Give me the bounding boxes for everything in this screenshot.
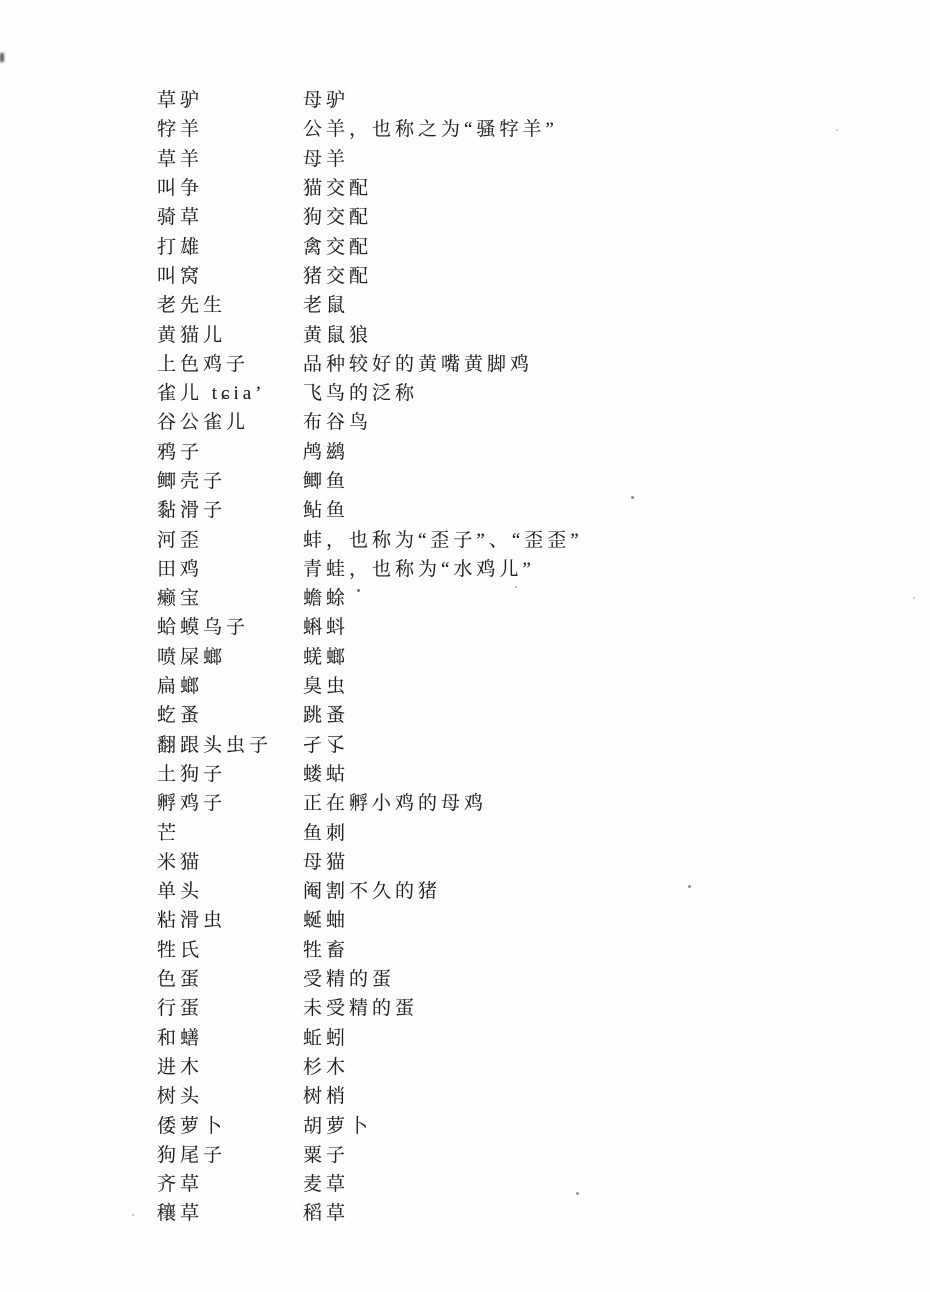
glossary-row <box>157 641 583 670</box>
dialect-term: 行蛋 <box>157 998 204 1020</box>
glossary-row <box>157 348 583 377</box>
glossary-row <box>157 729 583 758</box>
dialect-term: 倭萝卜 <box>157 1115 227 1137</box>
glossary-row <box>157 260 583 289</box>
dialect-term: 齐草 <box>157 1174 204 1196</box>
scan-speck <box>631 496 634 499</box>
term-meaning: 阉割不久的猪 <box>303 881 442 903</box>
dialect-term: 草驴 <box>157 90 204 112</box>
glossary-row <box>157 201 583 230</box>
term-meaning: 黄鼠狼 <box>303 324 373 346</box>
dialect-term: 草羊 <box>157 148 204 170</box>
dialect-term: 芒 <box>157 822 181 844</box>
term-meaning: 狗交配 <box>303 207 373 229</box>
glossary-row <box>157 465 583 494</box>
term-meaning: 正在孵小鸡的母鸡 <box>303 793 488 815</box>
term-meaning: 臭虫 <box>303 676 350 698</box>
glossary-row <box>157 143 583 172</box>
dialect-term: 进木 <box>157 1056 204 1078</box>
term-meaning: 蚌，也称为“歪子”、“歪歪” <box>303 529 583 551</box>
dialect-term: 黏滑子 <box>157 500 227 522</box>
dialect-term: 田鸡 <box>157 558 204 580</box>
dialect-term: 狗尾子 <box>157 1144 227 1166</box>
term-meaning: 母羊 <box>303 148 350 170</box>
dialect-term: 和蟮 <box>157 1027 204 1049</box>
term-meaning: 受精的蛋 <box>303 969 396 991</box>
term-meaning: 鲫鱼 <box>303 471 350 492</box>
term-meaning: 青蛙，也称为“水鸡儿” <box>303 558 535 580</box>
term-meaning: 母猫 <box>303 851 350 873</box>
glossary-row <box>157 670 583 699</box>
glossary-list <box>157 84 583 1227</box>
glossary-row <box>157 1168 583 1197</box>
glossary-row <box>157 172 583 201</box>
dialect-term: 虼蚤 <box>157 705 204 727</box>
dialect-term: 叫窝 <box>157 265 204 287</box>
dialect-term: 鲫壳子 <box>157 471 227 492</box>
term-meaning: 鸬鹚 <box>303 441 350 463</box>
term-meaning: 蚯蚓 <box>303 1027 350 1049</box>
term-meaning: 粟子 <box>303 1144 350 1166</box>
dialect-term: 翻跟头虫子 <box>157 734 273 756</box>
dialect-term: 鸦子 <box>157 441 204 463</box>
dialect-term: 河歪 <box>157 529 204 551</box>
term-meaning: 老鼠 <box>303 295 350 317</box>
dialect-term: 蛤蟆乌子 <box>157 617 250 639</box>
glossary-row <box>157 611 583 640</box>
scan-edge-smudge <box>0 53 4 62</box>
glossary-row <box>157 992 583 1021</box>
term-meaning: 蝼蛄 <box>303 763 350 785</box>
glossary-row <box>157 934 583 963</box>
term-meaning: 母驴 <box>303 90 350 112</box>
glossary-row <box>157 377 583 406</box>
glossary-row <box>157 1080 583 1109</box>
glossary-row <box>157 494 583 523</box>
term-meaning: 蜣螂 <box>303 646 350 668</box>
scan-speck <box>913 597 915 599</box>
dialect-term: 穰草 <box>157 1203 204 1225</box>
term-meaning: 未受精的蛋 <box>303 998 419 1020</box>
dialect-term: 扁螂 <box>157 676 204 698</box>
term-meaning: 布谷鸟 <box>303 412 373 434</box>
dialect-term: 孵鸡子 <box>157 793 227 815</box>
glossary-row <box>157 875 583 904</box>
glossary-row <box>157 1139 583 1168</box>
glossary-row <box>157 758 583 787</box>
glossary-row <box>157 904 583 933</box>
dialect-term: 粘滑虫 <box>157 910 227 932</box>
dialect-term: 米猫 <box>157 851 204 873</box>
glossary-row <box>157 289 583 318</box>
glossary-row <box>157 230 583 259</box>
glossary-row <box>157 1109 583 1138</box>
glossary-row <box>157 84 583 113</box>
dialect-term: 牸羊 <box>157 119 204 141</box>
term-meaning: 蟾蜍 <box>303 588 350 610</box>
dialect-term: 树头 <box>157 1086 204 1108</box>
glossary-row <box>157 1197 583 1226</box>
glossary-row <box>157 846 583 875</box>
dialect-term: 土狗子 <box>157 763 227 785</box>
scan-speck <box>688 885 691 888</box>
term-meaning: 麦草 <box>303 1174 350 1196</box>
glossary-row <box>157 787 583 816</box>
term-meaning: 猪交配 <box>303 265 373 287</box>
term-meaning: 蝌蚪 <box>303 617 350 639</box>
dialect-term: 叫争 <box>157 178 204 200</box>
dialect-term: 雀儿 tɕia’ <box>157 383 266 405</box>
glossary-row <box>157 318 583 347</box>
dialect-term: 老先生 <box>157 295 227 317</box>
term-meaning: 胡萝卜 <box>303 1115 373 1137</box>
glossary-row <box>157 1051 583 1080</box>
dialect-term: 喷屎螂 <box>157 646 227 668</box>
glossary-row <box>157 436 583 465</box>
dialect-term: 色蛋 <box>157 969 204 991</box>
term-meaning: 禽交配 <box>303 236 373 258</box>
dialect-term: 骑草 <box>157 207 204 229</box>
term-meaning: 猫交配 <box>303 178 373 200</box>
dialect-term: 打雄 <box>157 236 204 258</box>
dialect-term: 单头 <box>157 881 204 903</box>
term-meaning: 蜒蚰 <box>303 910 350 932</box>
term-meaning: 牲畜 <box>303 939 350 961</box>
glossary-row <box>157 523 583 552</box>
glossary-row <box>157 699 583 728</box>
term-meaning: 品种较好的黄嘴黄脚鸡 <box>303 353 534 375</box>
dialect-term: 牲氏 <box>157 939 204 961</box>
term-meaning: 树梢 <box>303 1086 350 1108</box>
glossary-row <box>157 113 583 142</box>
glossary-row <box>157 1022 583 1051</box>
term-meaning: 鱼刺 <box>303 822 350 844</box>
term-meaning: 稻草 <box>303 1203 350 1225</box>
term-meaning: 孑孓 <box>303 734 350 756</box>
glossary-row <box>157 963 583 992</box>
dialect-term: 黄猫儿 <box>157 324 227 346</box>
term-meaning: 公羊，也称之为“骚牸羊” <box>303 119 558 141</box>
term-meaning: 杉木 <box>303 1056 350 1078</box>
glossary-row <box>157 582 583 611</box>
term-meaning: 跳蚤 <box>303 705 350 727</box>
glossary-row <box>157 816 583 845</box>
term-meaning: 飞鸟的泛称 <box>303 383 419 405</box>
scan-speck <box>132 1214 134 1216</box>
term-meaning: 鲇鱼 <box>303 500 350 522</box>
scan-speck <box>836 129 838 131</box>
glossary-row <box>157 406 583 435</box>
glossary-row <box>157 553 583 582</box>
dialect-term: 癞宝 <box>157 588 204 610</box>
dialect-term: 谷公雀儿 <box>157 412 250 434</box>
dialect-term: 上色鸡子 <box>157 353 250 375</box>
